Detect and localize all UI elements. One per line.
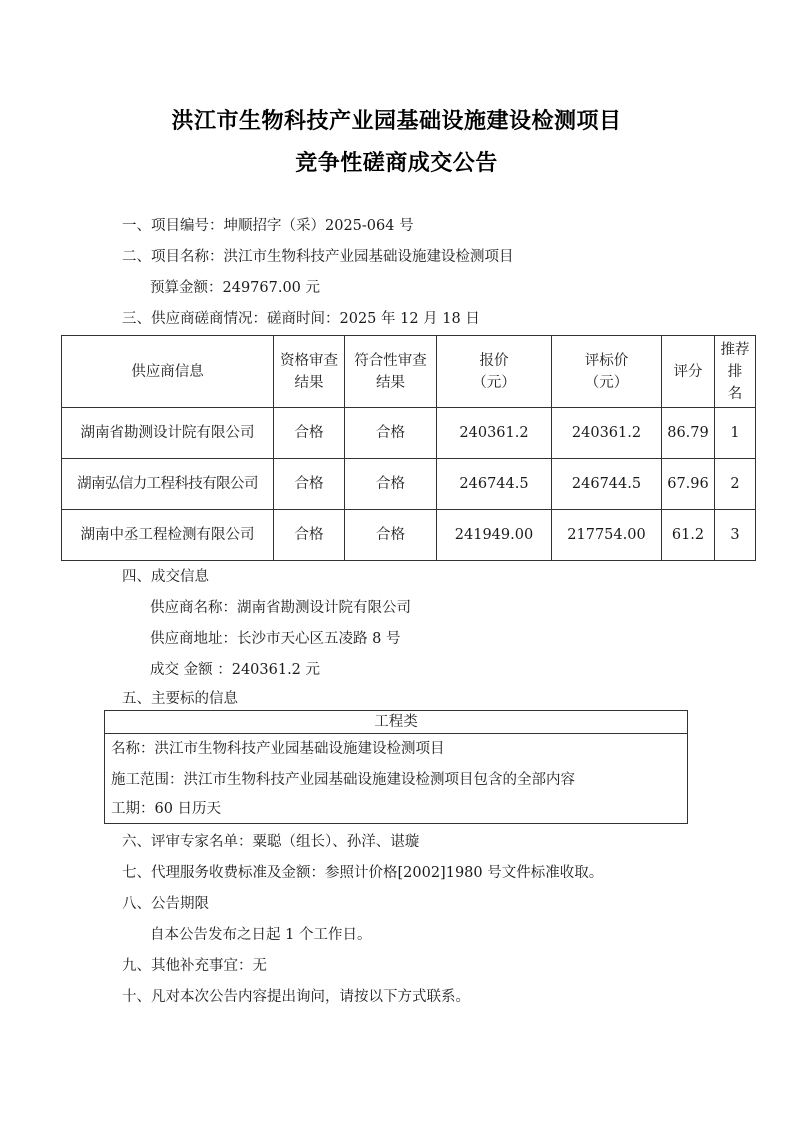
cell-rank: 1 [715,408,756,459]
header-price: 报价 （元） [437,336,552,408]
cell-qualification: 合格 [274,510,345,561]
cell-eval-price: 240361.2 [552,408,662,459]
subject-category: 工程类 [105,711,687,734]
cell-supplier: 湖南省勘测设计院有限公司 [62,408,274,459]
cell-supplier: 湖南中丞工程检测有限公司 [62,510,274,561]
table-row [62,459,756,510]
table-row [62,408,756,459]
header-conformity: 符合性审查 结果 [345,336,437,408]
agency-fee: 七、代理服务收费标准及金额：参照计价格[2002]1980 号文件标准收取。 [122,865,604,881]
header-qualification: 资格审查 结果 [274,336,345,408]
supplier-name: 供应商名称：湖南省勘测设计院有限公司 [150,600,411,616]
deal-info-heading: 四、成交信息 [122,569,209,585]
negotiation-info: 三、供应商磋商情况：磋商时间：2025 年 12 月 18 日 [122,311,480,327]
subject-scope: 施工范围：洪江市生物科技产业园基础设施建设检测项目包含的全部内容 [111,772,575,788]
other-matters: 九、其他补充事宜：无 [122,958,267,974]
notice-period-heading: 八、公告期限 [122,896,209,912]
bid-table [61,335,756,561]
header-score: 评分 [662,336,715,408]
cell-supplier: 湖南弘信力工程科技有限公司 [62,459,274,510]
subject-name: 名称：洪江市生物科技产业园基础设施建设检测项目 [111,741,445,757]
notice-period-detail: 自本公告发布之日起 1 个工作日。 [150,927,372,943]
expert-list: 六、评审专家名单：粟聪（组长）、孙洋、谌璇 [122,834,420,850]
cell-conformity: 合格 [345,408,437,459]
header-rank: 推荐排 名 [715,336,756,408]
cell-conformity: 合格 [345,510,437,561]
project-name: 二、项目名称：洪江市生物科技产业园基础设施建设检测项目 [122,249,514,265]
table-row [62,510,756,561]
cell-price: 246744.5 [437,459,552,510]
table-header-row [62,336,756,408]
subject-info-box [104,710,688,824]
contact-note: 十、凡对本次公告内容提出询问，请按以下方式联系。 [122,989,470,1005]
cell-price: 241949.00 [437,510,552,561]
cell-eval-price: 217754.00 [552,510,662,561]
project-number: 一、项目编号：坤顺招字（采）2025-064 号 [122,218,414,234]
subject-period: 工期：60 日历天 [111,801,222,817]
cell-eval-price: 246744.5 [552,459,662,510]
cell-rank: 2 [715,459,756,510]
subject-info-heading: 五、主要标的信息 [122,691,238,707]
cell-conformity: 合格 [345,459,437,510]
cell-rank: 3 [715,510,756,561]
budget-amount: 预算金额：249767.00 元 [150,280,321,296]
supplier-address: 供应商地址：长沙市天心区五凌路 8 号 [150,631,401,647]
header-eval-price: 评标价 （元） [552,336,662,408]
header-supplier: 供应商信息 [62,336,274,408]
cell-score: 61.2 [662,510,715,561]
document-subtitle: 竞争性磋商成交公告 [295,151,498,176]
deal-amount: 成交 金额 ：240361.2 元 [150,662,321,678]
cell-price: 240361.2 [437,408,552,459]
cell-score: 86.79 [662,408,715,459]
cell-score: 67.96 [662,459,715,510]
cell-qualification: 合格 [274,408,345,459]
document-title: 洪江市生物科技产业园基础设施建设检测项目 [171,109,622,134]
cell-qualification: 合格 [274,459,345,510]
